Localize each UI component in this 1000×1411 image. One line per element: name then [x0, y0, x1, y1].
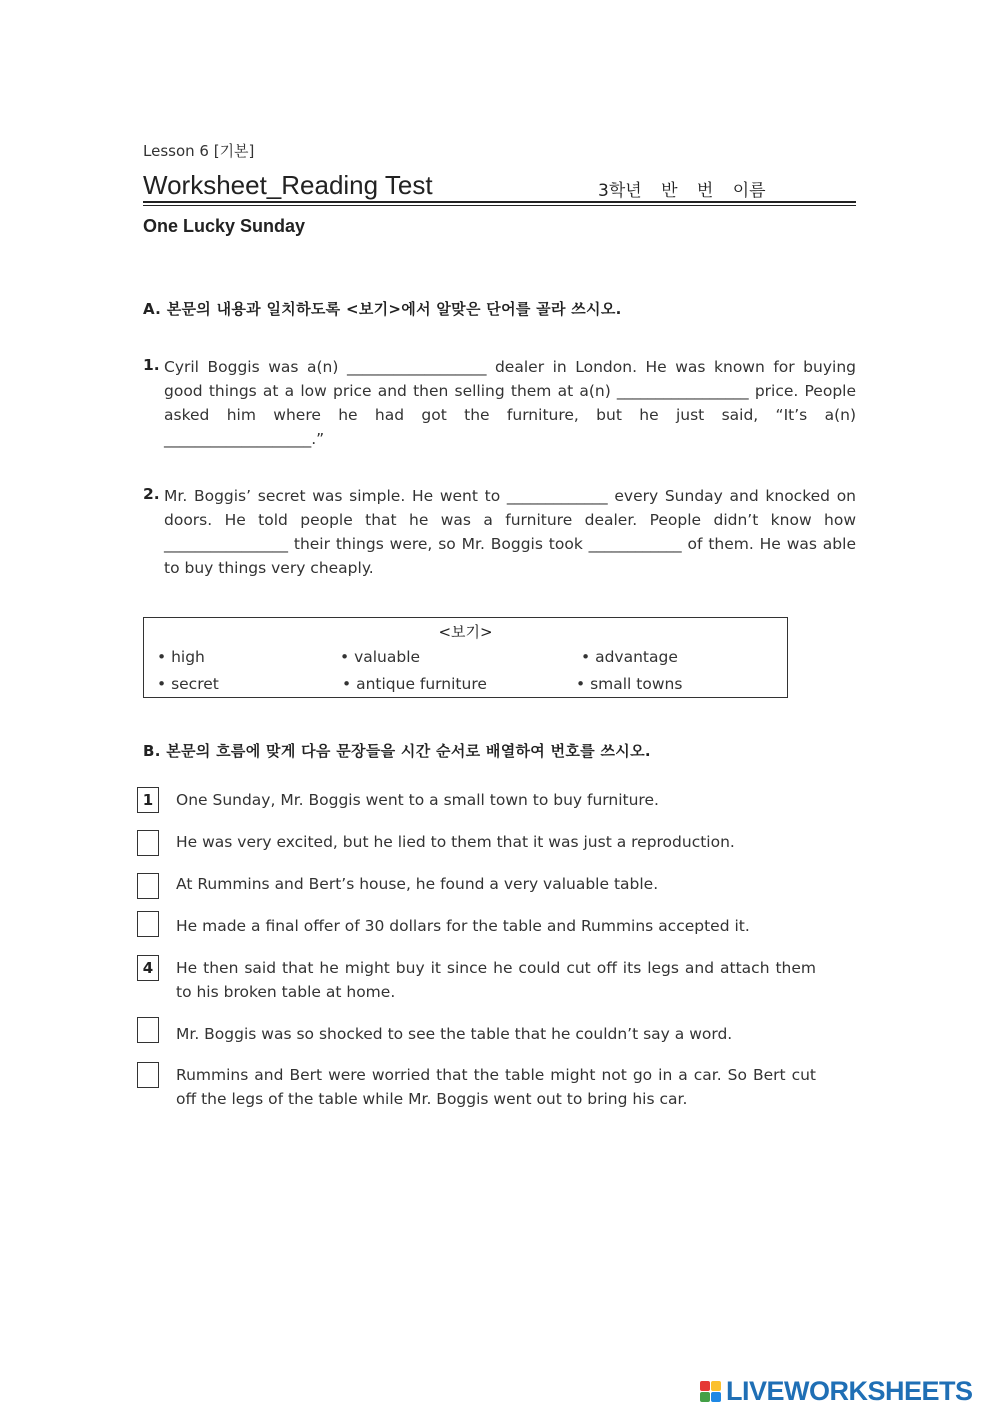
- question-1-number: 1.: [143, 356, 160, 374]
- title-divider: [143, 201, 856, 203]
- order-answer-box[interactable]: [137, 1017, 159, 1043]
- logo-square-icon: [711, 1392, 721, 1402]
- word-bank-item: • high: [157, 648, 205, 666]
- order-sentence: Mr. Boggis was so shocked to see the table that he couldn’t say a word.: [176, 1025, 733, 1043]
- logo-square-icon: [711, 1381, 721, 1391]
- question-1-text[interactable]: Cyril Boggis was a(n) __________________ dealer in London. He was known for buying good things at a low price and then selling them at a(n) _________________ price. People asked him where he had got the furniture, but he just said, “It’s a(n) ___________________.”: [164, 358, 856, 448]
- question-2-text[interactable]: Mr. Boggis’ secret was simple. He went to _____________ every Sunday and knocked on doors. He told people that he was a furniture dealer. People didn’t know how ________________ their things were, so Mr. Boggis took ____________ of them. He was able to buy things very cheaply.: [164, 487, 856, 577]
- order-answer-box[interactable]: 1: [137, 787, 159, 813]
- lesson-label: Lesson 6 [기본]: [143, 142, 255, 160]
- word-bank-item: • small towns: [576, 675, 683, 693]
- word-bank-box: [143, 617, 788, 698]
- story-title: One Lucky Sunday: [143, 216, 306, 236]
- class-info: 3학년 반 번 이름: [598, 181, 766, 201]
- order-sentence: At Rummins and Bert’s house, he found a very valuable table.: [176, 875, 659, 893]
- order-answer-box[interactable]: [137, 873, 159, 899]
- worksheet-title: Worksheet_Reading Test: [143, 170, 433, 200]
- order-sentence: He was very excited, but he lied to them that it was just a reproduction.: [176, 833, 735, 851]
- liveworksheets-logo[interactable]: [700, 1376, 973, 1407]
- order-sentence: He then said that he might buy it since he could cut off its legs and attach them to his broken table at home.: [176, 959, 816, 1001]
- logo-icon: [700, 1381, 721, 1402]
- order-sentence: One Sunday, Mr. Boggis went to a small town to buy furniture.: [176, 791, 659, 809]
- order-answer-box[interactable]: [137, 1062, 159, 1088]
- logo-square-icon: [700, 1381, 710, 1391]
- word-bank-item: • antique furniture: [342, 675, 487, 693]
- word-bank-item: • advantage: [581, 648, 678, 666]
- order-sentence: He made a final offer of 30 dollars for the table and Rummins accepted it.: [176, 917, 750, 935]
- logo-square-icon: [700, 1392, 710, 1402]
- word-bank-item: • valuable: [340, 648, 421, 666]
- brand-name: LIVEWORKSHEETS: [726, 1376, 973, 1406]
- title-divider-thin: [143, 205, 856, 206]
- word-bank-title: <보기>: [438, 623, 493, 641]
- order-answer-box[interactable]: 4: [137, 955, 159, 981]
- section-b-heading: B. 본문의 흐름에 맞게 다음 문장들을 시간 순서로 배열하여 번호를 쓰시오.: [143, 742, 651, 760]
- order-sentence: Rummins and Bert were worried that the table might not go in a car. So Bert cut off the legs of the table while Mr. Boggis went out to bring his car.: [176, 1066, 816, 1108]
- order-answer-box[interactable]: [137, 830, 159, 856]
- word-bank-item: • secret: [157, 675, 219, 693]
- section-a-heading: A. 본문의 내용과 일치하도록 <보기>에서 알맞은 단어를 골라 쓰시오.: [143, 300, 622, 318]
- order-answer-box[interactable]: [137, 911, 159, 937]
- question-2-number: 2.: [143, 485, 160, 503]
